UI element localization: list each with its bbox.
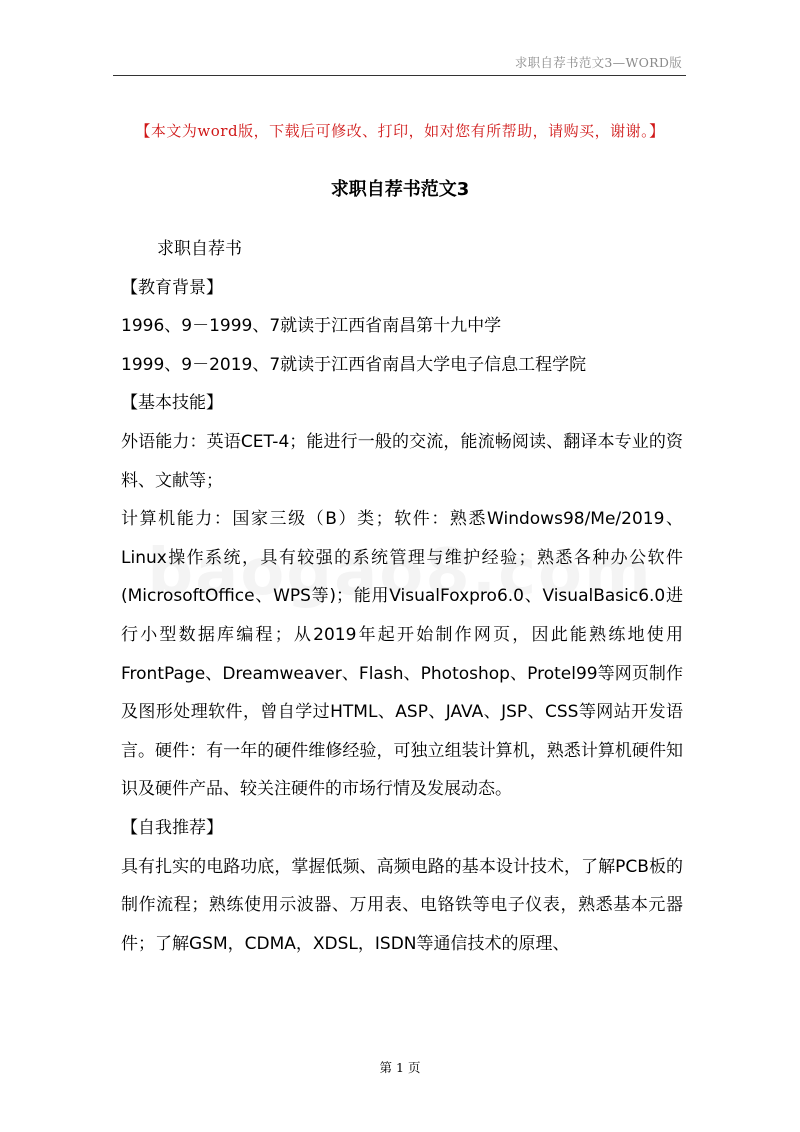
page-number: 第 1 页 xyxy=(379,1060,421,1075)
download-notice: 【本文为word版，下载后可修改、打印，如对您有所帮助，请购买，谢谢。】 xyxy=(135,122,665,140)
education-item: 1996、9－1999、7就读于江西省南昌第十九中学 xyxy=(121,316,502,337)
header-divider xyxy=(113,75,686,76)
section-heading-education: 【教育背景】 xyxy=(121,277,223,298)
section-heading-skills: 【基本技能】 xyxy=(121,393,223,414)
paragraph-heading: 求职自荐书 xyxy=(157,239,242,259)
self-recommendation-paragraph: 具有扎实的电路功底，掌握低频、高频电路的基本设计技术，了解PCB板的制作流程；熟练使用示波器、万用表、电铬铁等电子仪表，熟悉基本元器件；了解GSM，CDMA，XDSL，ISDN等通信技术的原理、 xyxy=(121,856,683,954)
computer-skill-paragraph: 计算机能力：国家三级（B）类；软件：熟悉Windows98/Me/2019、Linux操作系统，具有较强的系统管理与维护经验；熟悉各种办公软件(MicrosoftOffice、WPS等)；能用VisualFoxpro6.0、VisualBasic6.0进行小型数据库编程；从2019年起开始制作网页，因此能熟练地使用FrontPage、Dreamweaver、Flash、Photoshop、Protel99等网页制作及图形处理软件，曾自学过HTML、ASP、JAVA、JSP、CSS等网站开发语言。硬件：有一年的硬件维修经验，可独立组装计算机，熟悉计算机硬件知识及硬件产品、较关注硬件的市场行情及发展动态。 xyxy=(121,509,683,800)
education-item: 1999、9－2019、7就读于江西省南昌大学电子信息工程学院 xyxy=(121,354,587,375)
language-skill-paragraph: 外语能力：英语CET-4；能进行一般的交流，能流畅阅读、翻译本专业的资料、文献等； xyxy=(121,431,683,491)
document-title: 求职自荐书范文3 xyxy=(330,179,470,200)
section-heading-self-recommendation: 【自我推荐】 xyxy=(121,817,223,838)
document-body xyxy=(121,230,683,963)
running-header: 求职自荐书范文3—WORD版 xyxy=(514,55,682,70)
